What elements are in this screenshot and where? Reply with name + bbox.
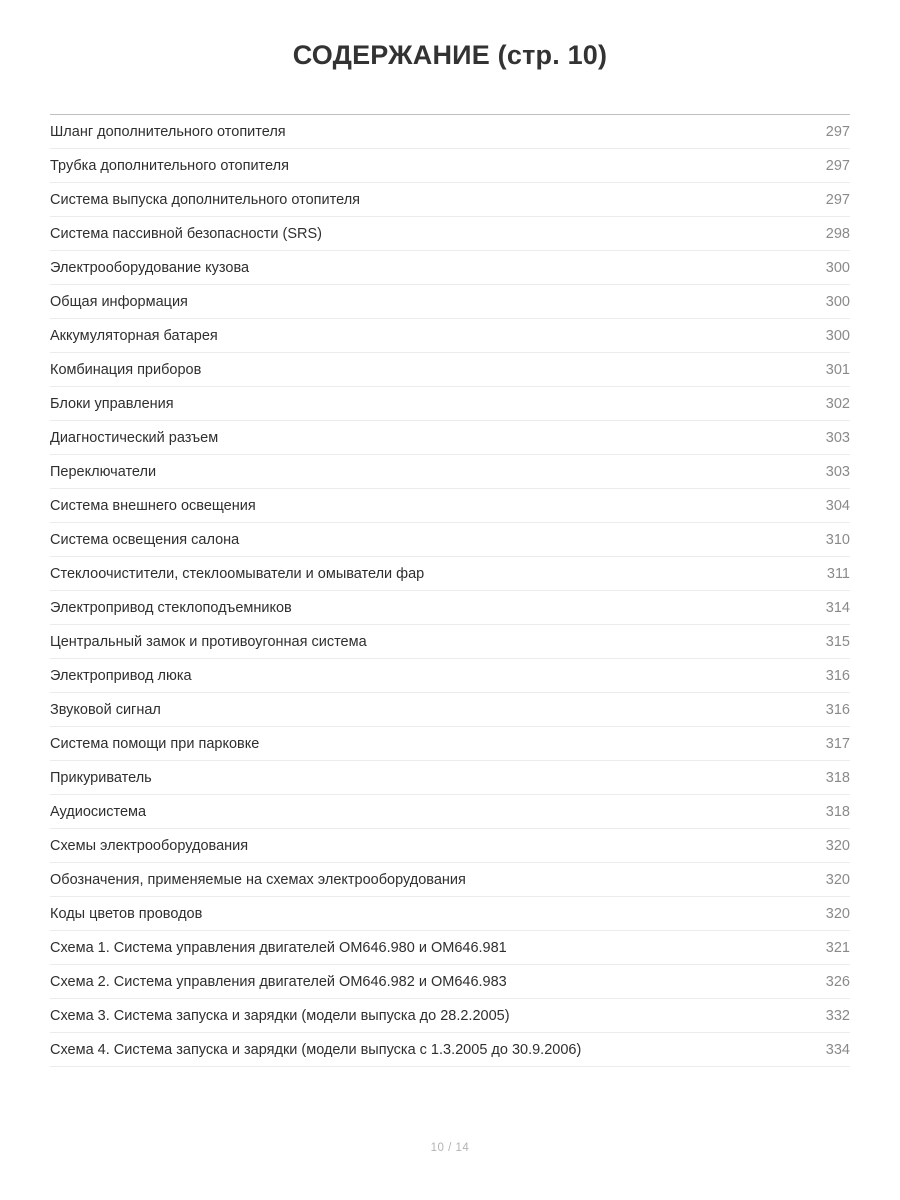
toc-entry-page-number: 302: [825, 396, 850, 412]
toc-entry-title: Диагностический разъем: [50, 430, 219, 446]
toc-entry-page-number: 315: [825, 634, 850, 650]
toc-entry-page-number: 298: [825, 226, 850, 242]
toc-entry-title: Прикуриватель: [50, 770, 152, 786]
toc-entry-title: Комбинация приборов: [50, 362, 202, 378]
toc-entry[interactable]: [50, 455, 850, 489]
toc-entry[interactable]: [50, 387, 850, 421]
toc-entry[interactable]: [50, 557, 850, 591]
toc-entry[interactable]: [50, 183, 850, 217]
toc-entry-page-number: 300: [825, 328, 850, 344]
toc-entry-page-number: 317: [825, 736, 850, 752]
toc-entry-title: Переключатели: [50, 464, 157, 480]
toc-entry-title: Звуковой сигнал: [50, 702, 161, 718]
toc-entry-title: Схемы электрооборудования: [50, 838, 249, 854]
toc-entry-title: Коды цветов проводов: [50, 906, 203, 922]
toc-entry-title: Схема 2. Система управления двигателей OM646.982 и OM646.983: [50, 974, 507, 990]
toc-entry[interactable]: [50, 727, 850, 761]
toc-entry-page-number: 314: [825, 600, 850, 616]
toc-entry[interactable]: [50, 795, 850, 829]
toc-entry[interactable]: [50, 523, 850, 557]
toc-entry[interactable]: [50, 965, 850, 999]
toc-entry-title: Система помощи при парковке: [50, 736, 260, 752]
page-title: СОДЕРЖАНИЕ (стр. 10): [292, 40, 608, 70]
toc-entry-title: Стеклоочистители, стеклоомыватели и омыватели фар: [50, 566, 425, 582]
toc-entry[interactable]: [50, 931, 850, 965]
toc-entry-page-number: 332: [825, 1008, 850, 1024]
toc-entry-title: Шланг дополнительного отопителя: [50, 124, 286, 140]
toc-entry-page-number: 320: [825, 872, 850, 888]
toc-entry-title: Электропривод люка: [50, 668, 192, 684]
toc-entry[interactable]: [50, 659, 850, 693]
toc-entry-title: Система выпуска дополнительного отопителя: [50, 192, 361, 208]
toc-entry[interactable]: [50, 251, 850, 285]
toc-entry-title: Аккумуляторная батарея: [50, 328, 218, 344]
toc-entry[interactable]: [50, 761, 850, 795]
toc-entry-title: Аудиосистема: [50, 804, 147, 820]
toc-entry[interactable]: [50, 693, 850, 727]
toc-entry-page-number: 297: [825, 158, 850, 174]
toc-entry-title: Система освещения салона: [50, 532, 240, 548]
toc-entry-page-number: 300: [825, 260, 850, 276]
toc-entry[interactable]: [50, 863, 850, 897]
toc-entry-title: Обозначения, применяемые на схемах электрооборудования: [50, 872, 466, 888]
toc-entry[interactable]: [50, 217, 850, 251]
toc-entry-title: Трубка дополнительного отопителя: [50, 158, 289, 174]
toc-entry-title: Общая информация: [50, 294, 188, 310]
toc-entry[interactable]: [50, 625, 850, 659]
toc-entry[interactable]: [50, 897, 850, 931]
toc-entry-title: Центральный замок и противоугонная система: [50, 634, 367, 650]
toc-entry[interactable]: [50, 1033, 850, 1067]
toc-entry[interactable]: [50, 829, 850, 863]
toc-entry-page-number: 320: [825, 838, 850, 854]
toc-entry[interactable]: [50, 149, 850, 183]
toc-entry-page-number: 300: [825, 294, 850, 310]
toc-entry-page-number: 318: [825, 804, 850, 820]
toc-entry-page-number: 304: [825, 498, 850, 514]
toc-entry-page-number: 311: [826, 566, 850, 582]
toc-entry-title: Система внешнего освещения: [50, 498, 256, 514]
toc-entry-title: Схема 1. Система управления двигателей OM646.980 и OM646.981: [50, 940, 507, 956]
toc-entry-page-number: 303: [825, 464, 850, 480]
toc-entry-title: Электропривод стеклоподъемников: [50, 600, 292, 616]
toc-entry-page-number: 334: [825, 1042, 850, 1058]
toc-entry[interactable]: [50, 999, 850, 1033]
toc-entry-page-number: 297: [825, 192, 850, 208]
toc-entry-title: Электрооборудование кузова: [50, 260, 250, 276]
toc-entry[interactable]: [50, 421, 850, 455]
toc-entry-title: Схема 3. Система запуска и зарядки (модели выпуска до 28.2.2005): [50, 1008, 510, 1024]
toc-entry-page-number: 321: [825, 940, 850, 956]
toc-entry[interactable]: [50, 285, 850, 319]
toc-entry[interactable]: [50, 353, 850, 387]
toc-entry[interactable]: [50, 591, 850, 625]
toc-entry-page-number: 318: [825, 770, 850, 786]
toc-entry-page-number: 301: [825, 362, 850, 378]
toc-entry-page-number: 326: [825, 974, 850, 990]
toc-entry-title: Блоки управления: [50, 396, 174, 412]
table-of-contents: [50, 115, 850, 1067]
toc-entry-title: Схема 4. Система запуска и зарядки (модели выпуска с 1.3.2005 до 30.9.2006): [50, 1042, 582, 1058]
toc-entry[interactable]: [50, 319, 850, 353]
page-number-footer: 10 / 14: [430, 1142, 470, 1154]
toc-entry[interactable]: [50, 115, 850, 149]
toc-entry-title: Система пассивной безопасности (SRS): [50, 226, 323, 242]
toc-entry-page-number: 316: [825, 668, 850, 684]
toc-entry-page-number: 297: [825, 124, 850, 140]
toc-entry-page-number: 303: [825, 430, 850, 446]
toc-entry-page-number: 316: [825, 702, 850, 718]
toc-entry[interactable]: [50, 489, 850, 523]
toc-entry-page-number: 310: [825, 532, 850, 548]
toc-entry-page-number: 320: [825, 906, 850, 922]
